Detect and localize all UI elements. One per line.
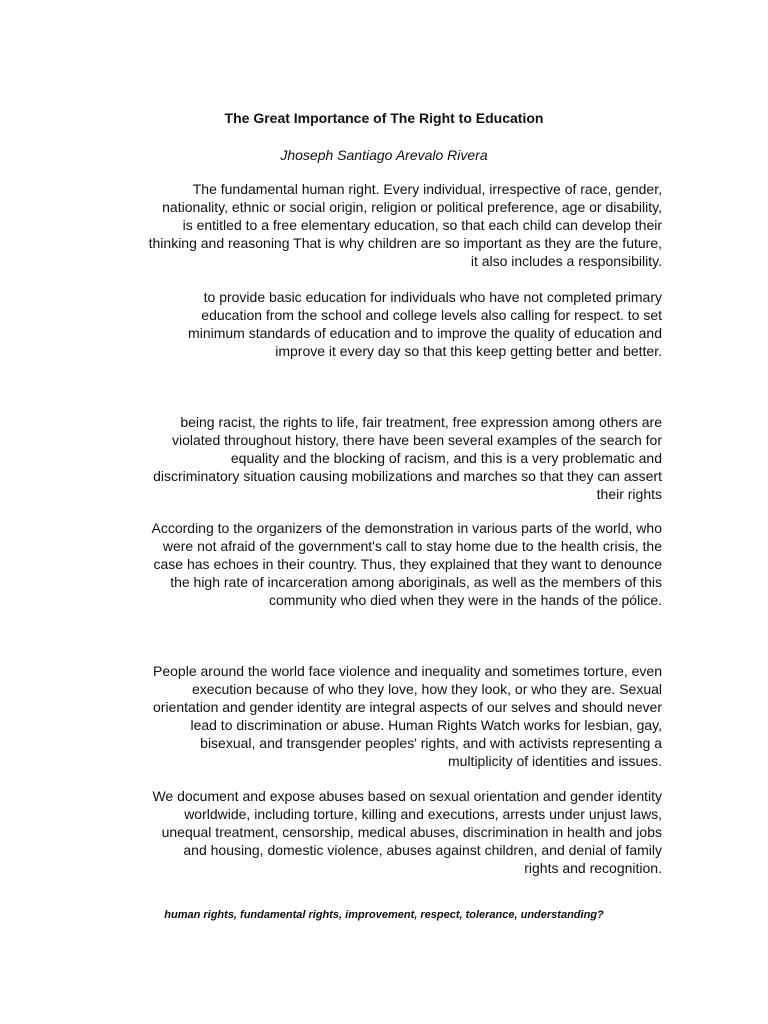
paragraph-line: their rights [596,486,662,502]
paragraph-line: multiplicity of identities and issues. [448,753,662,769]
paragraph-line: education from the school and college levels also calling for respect. to set [201,307,662,323]
paragraph-line: According to the organizers of the demonstration in various parts of the world, who [151,520,662,536]
paragraph-6 [104,787,662,877]
paragraph-line: case has echoes in their country. Thus, they explained that they want to denounce [153,556,662,572]
paragraph-line: and housing, domestic violence, abuses against children, and denial of family [183,842,662,858]
paragraph-line: worldwide, including torture, killing and executions, arrests under unjust laws, [184,806,662,822]
paragraph-line: nationality, ethnic or social origin, religion or political preference, age or disability, [162,199,662,215]
paragraph-line: were not afraid of the government's call to stay home due to the health crisis, the [162,538,662,554]
paragraph-line: People around the world face violence and inequality and sometimes torture, even [153,663,662,679]
paragraph-line: equality and the blocking of racism, and this is a very problematic and [230,450,662,466]
document-title: The Great Importance of The Right to Education [224,110,544,126]
paragraph-line: violated throughout history, there have been several examples of the search for [171,432,662,448]
paragraph-4 [104,519,662,609]
paragraph-line: orientation and gender identity are integral aspects of our selves and should never [153,699,662,715]
paragraph-line: it also includes a responsibility. [470,253,662,269]
paragraph-line: the high rate of incarceration among aboriginals, as well as the members of this [170,574,662,590]
paragraph-line: rights and recognition. [524,860,662,876]
paragraph-line: being racist, the rights to life, fair treatment, free expression among others are [180,414,662,430]
paragraph-line: bisexual, and transgender peoples' rights, and with activists representing a [200,735,662,751]
paragraph-line: execution because of who they love, how they look, or who they are. Sexual [191,681,662,697]
paragraph-line: thinking and reasoning That is why children are so important as they are the future, [148,235,662,251]
paragraph-2 [104,288,662,360]
paragraph-line: is entitled to a free elementary education, so that each child can develop their [182,217,662,233]
paragraph-line: lead to discrimination or abuse. Human Rights Watch works for lesbian, gay, [190,717,662,733]
document-keywords: human rights, fundamental rights, improvement, respect, tolerance, understanding? [164,909,604,921]
paragraph-line: unequal treatment, censorship, medical abuses, discrimination in health and jobs [161,824,662,840]
paragraph-line: improve it every day so that this keep getting better and better. [275,343,662,359]
paragraph-line: We document and expose abuses based on sexual orientation and gender identity [152,788,662,804]
paragraph-line: discriminatory situation causing mobilizations and marches so that they can assert [153,468,662,484]
paragraph-line: community who died when they were in the hands of the pólice. [268,592,662,608]
paragraph-line: minimum standards of education and to improve the quality of education and [188,325,662,341]
paragraph-line: to provide basic education for individuals who have not completed primary [203,289,662,305]
paragraph-1 [104,180,662,270]
document-author: Jhoseph Santiago Arevalo Rivera [280,147,488,163]
paragraph-3 [104,413,662,503]
paragraph-line: The fundamental human right. Every individual, irrespective of race, gender, [192,181,662,197]
paragraph-5 [104,662,662,770]
